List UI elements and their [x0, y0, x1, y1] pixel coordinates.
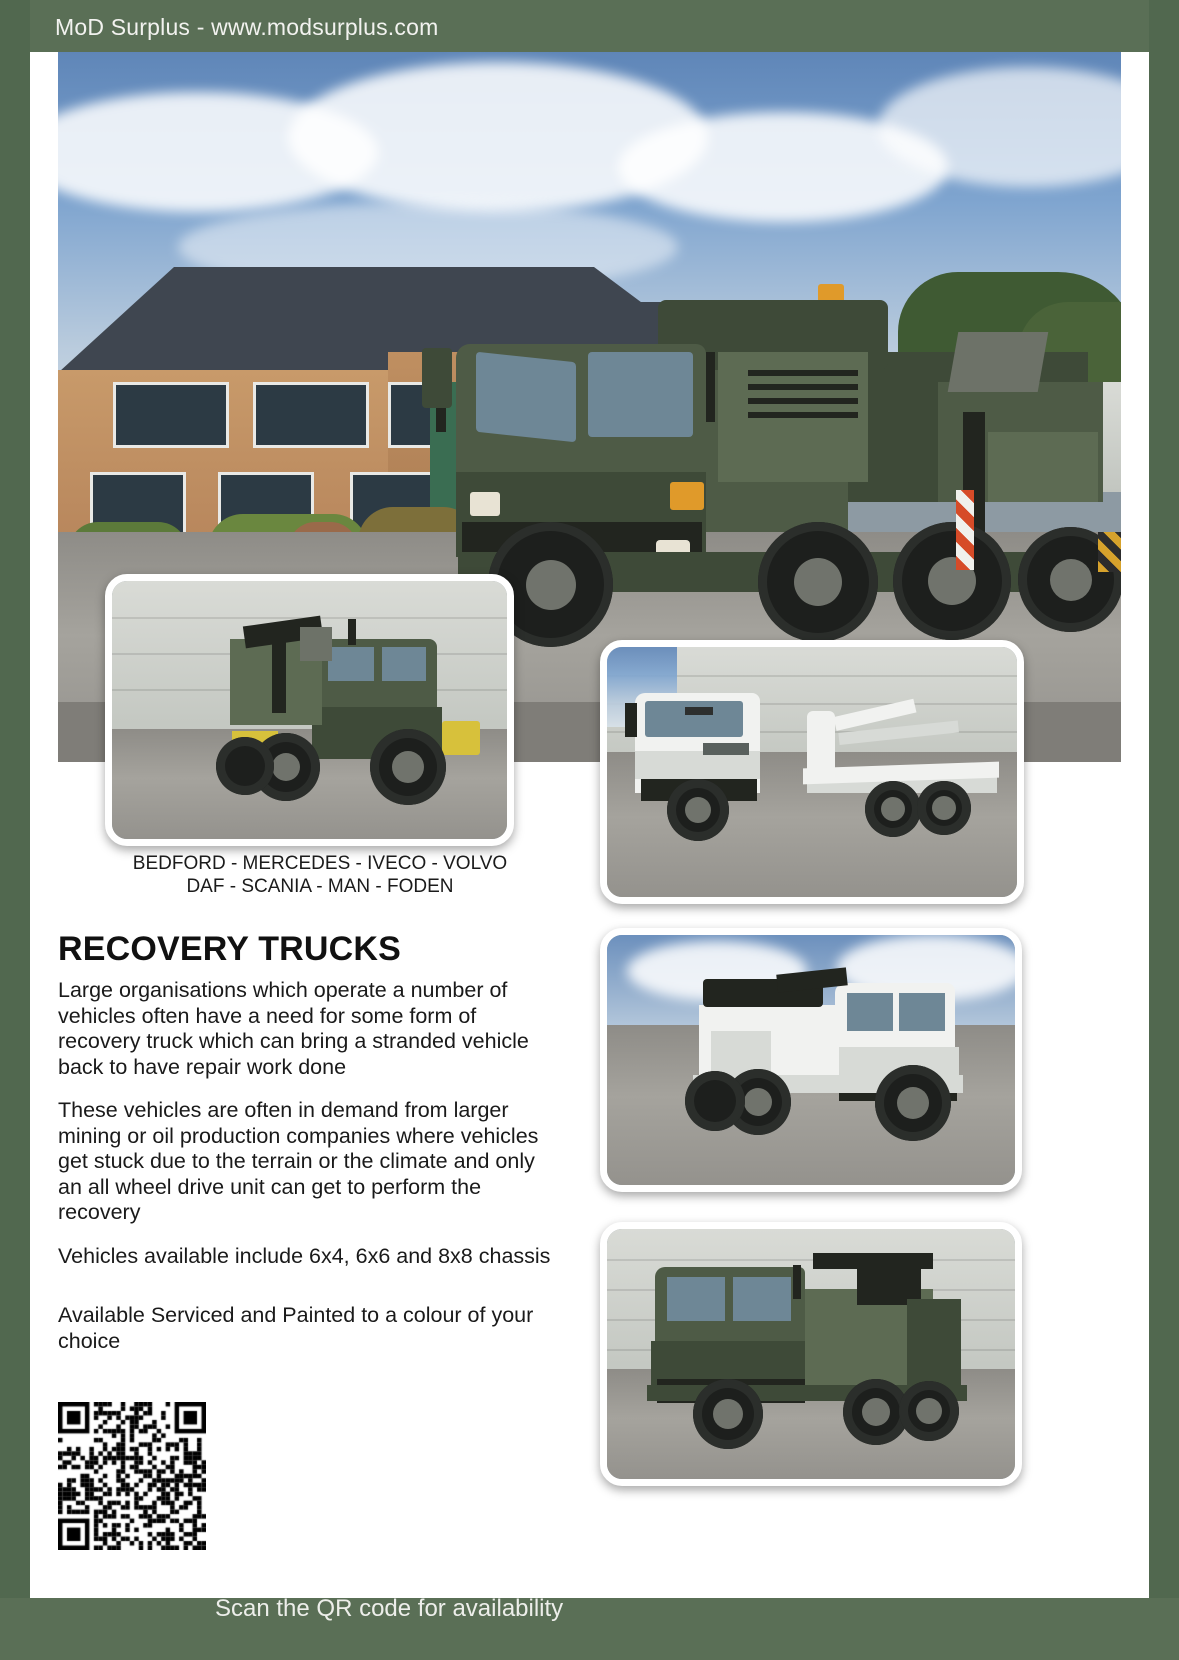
brands-line-1: BEDFORD - MERCEDES - IVECO - VOLVO	[132, 853, 508, 874]
qr-code[interactable]	[58, 1402, 206, 1550]
footer-bar	[0, 1598, 1179, 1660]
inset-photo-mercedes	[600, 640, 1024, 904]
right-margin-bar	[1149, 0, 1179, 1660]
side-photo-green-recovery	[600, 1222, 1022, 1486]
paragraph-1: Large organisations which operate a number of vehicles often have a need for some form of recovery truck which can bring a stranded vehicle back to have repair work done	[58, 978, 529, 1079]
paragraph-2: These vehicles are often in demand from larger mining or oil production companies where vehicles get stuck due to the terrain or the climate and only an all wheel drive unit can get to perform the recovery	[58, 1098, 539, 1224]
inset-photo-bedford	[105, 574, 514, 846]
paragraph-4: Available Serviced and Painted to a colour of your choice	[58, 1303, 534, 1353]
left-margin-bar	[0, 0, 30, 1660]
brands-caption	[60, 852, 580, 898]
scan-label: Scan the QR code for availability	[215, 1595, 564, 1622]
side-photo-foden	[600, 928, 1022, 1192]
brand-label: MoD Surplus - www.modsurplus.com	[55, 14, 439, 40]
brands-line-2: DAF - SCANIA - MAN - FODEN	[186, 876, 454, 897]
paragraph-3: Vehicles available include 6x4, 6x6 and 8x8 chassis	[58, 1243, 551, 1268]
page-title: RECOVERY TRUCKS	[58, 930, 402, 968]
body-copy	[58, 978, 558, 1372]
